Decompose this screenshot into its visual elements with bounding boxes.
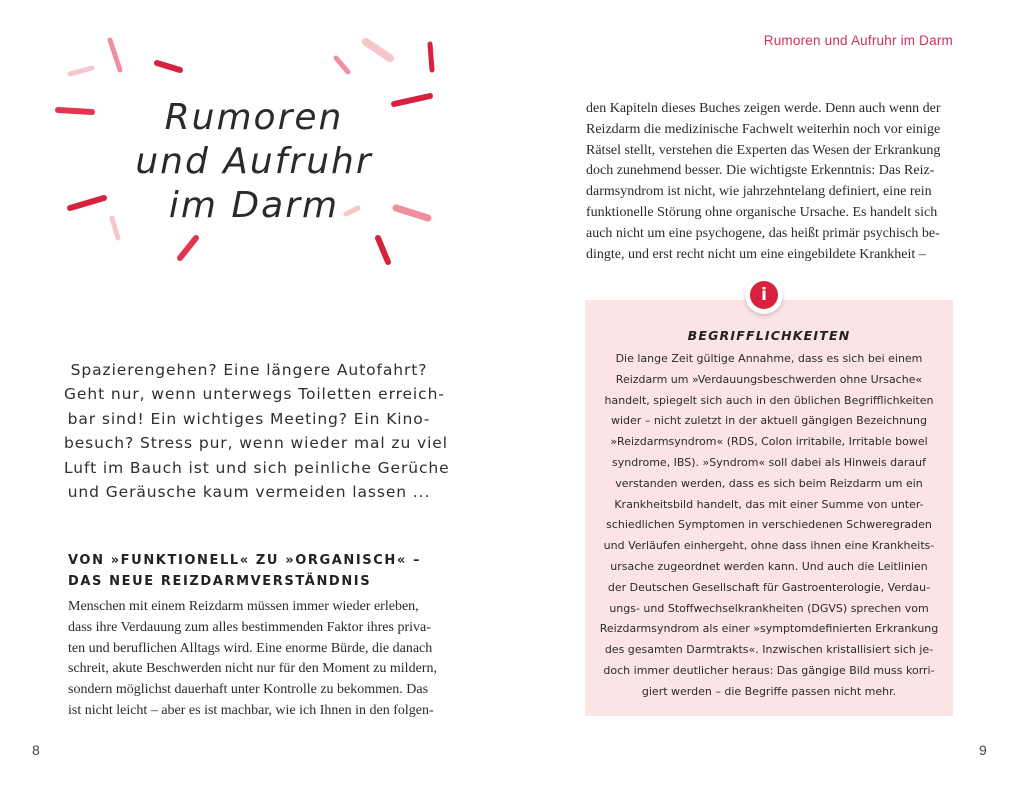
body-line: ten und beruflichen Alltags wird. Eine enorme Bürde, die danach [68, 640, 433, 656]
info-box-line: doch immer deutlicher heraus: Das gängige Bild muss korri- [603, 663, 935, 677]
info-box-line: schiedlichen Symptomen in verschiedenen Schweregraden [606, 518, 932, 532]
info-box-line: der Deutschen Gesellschaft für Gastroenterologie, Verdau- [607, 580, 931, 594]
chapter-title-line: und Aufruhr [135, 141, 373, 182]
chapter-title-line: im Darm [168, 185, 340, 226]
info-box-line: Reizdarmsyndrom als einer »symptomdefinierten Erkrankung [599, 622, 939, 636]
section-heading-line: VON »FUNKTIONELL« ZU »ORGANISCH« – [68, 553, 422, 568]
intro-line: Spazierengehen? Eine längere Autofahrt? [70, 361, 428, 379]
page-number-right: 9 [979, 742, 987, 758]
body-line: sondern möglichst dauerhaft unter Kontrolle zu bekommen. Das [68, 682, 429, 698]
intro-line: und Geräusche kaum vermeiden lassen ... [67, 483, 431, 502]
info-box-line: Krankheitsbild handelt, das mit einer Summe von unter- [614, 497, 924, 511]
info-box-line: verstanden werden, dass es sich beim Reizdarm um ein [615, 476, 923, 490]
burst-stroke [378, 238, 388, 262]
intro-line: Geht nur, wenn unterwegs Toiletten erreich- [64, 385, 445, 404]
burst-stroke [70, 198, 104, 208]
body-line: auch nicht um eine psychogene, das heißt primär psychisch be- [586, 225, 940, 241]
info-box-line: ungs- und Stoffwechselkrankheiten (DGVS) sprechen vom [609, 601, 929, 615]
chapter-title [104, 96, 404, 228]
info-icon-glyph: i [750, 281, 778, 309]
burst-stroke [110, 40, 120, 70]
info-box-line: handelt, spiegelt sich auch in den üblichen Begrifflichkeiten [604, 393, 934, 407]
body-line: den Kapiteln dieses Buches zeigen werde. Denn auch wenn der [586, 101, 941, 116]
chapter-intro [64, 358, 450, 504]
body-line: dingte, und erst recht nicht um eine eingebildete Krankheit – [586, 246, 926, 262]
body-text-right [586, 99, 958, 265]
info-box-line: ursache zugeordnet werden kann. Und auch die Leitlinien [610, 559, 928, 573]
intro-line: Luft im Bauch ist und sich peinliche Gerüche [64, 458, 450, 477]
intro-line: bar sind! Ein wichtiges Meeting? Ein Kino- [67, 409, 431, 428]
info-box-text [585, 349, 953, 703]
info-box-line: Reizdarm um »Verdauungsbeschwerden ohne Ursache« [615, 372, 923, 386]
burst-stroke [58, 110, 92, 112]
body-line: doch zunehmend besser. Die wichtigste Erkenntnis: Das Reiz- [586, 163, 935, 179]
body-line: ist nicht leicht – aber es ist machbar, wie ich Ihnen in den folgen- [68, 702, 434, 718]
burst-stroke [430, 44, 432, 70]
body-line: Rätsel stellt, verstehen die Experten das Wesen der Erkrankung [586, 142, 941, 158]
burst-stroke [157, 63, 180, 70]
info-box-line: wider – nicht zuletzt in der aktuell gängigen Bezeichnung [611, 414, 927, 428]
running-head: Rumoren und Aufruhr im Darm [763, 33, 953, 48]
burst-stroke [70, 68, 92, 74]
body-line: schreit, akute Beschwerden nicht nur für den Moment zu mildern, [68, 661, 437, 677]
section-heading [68, 550, 438, 592]
intro-line: besuch? Stress pur, wenn wieder mal zu viel [64, 434, 448, 453]
burst-stroke [180, 238, 196, 258]
body-line: Menschen mit einem Reizdarm müssen immer wieder erleben, [68, 599, 419, 614]
info-box-line: »Reizdarmsyndrom« (RDS, Colon irritabile, Irritable bowel [610, 435, 928, 449]
info-box-line: und Verläufen einhergeht, ohne dass ihnen eine Krankheits- [603, 539, 935, 553]
info-box-title: BEGRIFFLICHKEITEN [687, 328, 851, 343]
body-line: darmsyndrom ist nicht, wie jahrzehntelang definiert, eine rein [586, 184, 932, 200]
body-line: dass ihre Verdauung zum alles bestimmenden Faktor ihres priva- [68, 619, 431, 635]
chapter-title-line: Rumoren [164, 97, 344, 138]
body-line: funktionelle Störung ohne organische Ursache. Es handelt sich [586, 204, 938, 220]
burst-stroke [366, 42, 390, 58]
body-text-left [68, 597, 437, 722]
section-heading-line: DAS NEUE REIZDARMVERSTÄNDNIS [68, 574, 372, 589]
body-line: Reizdarm die medizinische Fachwelt weiterhin noch vor einige [586, 121, 941, 137]
info-box-line: giert werden – die Begriffe passen nicht mehr. [641, 684, 897, 698]
info-box-line: Die lange Zeit gültige Annahme, dass es sich bei einem [615, 352, 923, 365]
info-box-line: des gesamten Darmtrakts«. Inzwischen kristallisiert sich je- [604, 643, 934, 657]
burst-stroke [336, 58, 348, 72]
info-box-line: syndrome, IBS). »Syndrom« soll dabei als Hinweis darauf [612, 455, 926, 469]
page-number-left: 8 [32, 742, 40, 758]
info-icon [745, 276, 783, 314]
